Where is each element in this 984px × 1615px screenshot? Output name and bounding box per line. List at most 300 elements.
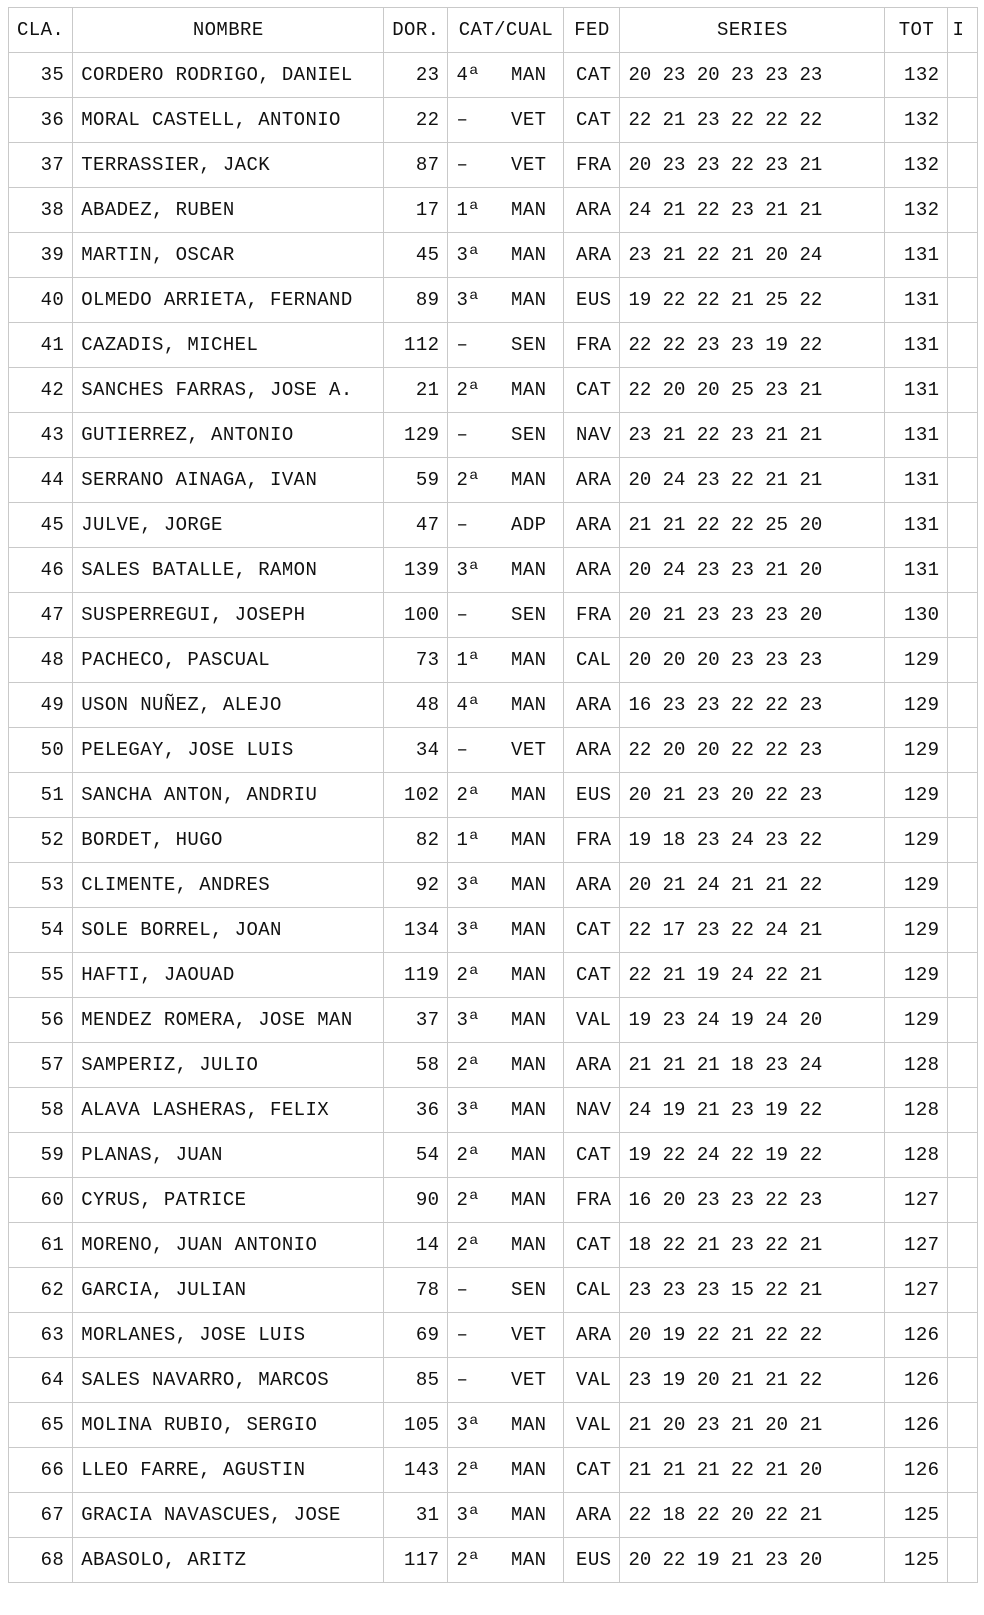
cell-dor: 36 [384, 1088, 448, 1133]
cell-cual: MAN [511, 244, 547, 266]
cell-tot: 126 [885, 1358, 948, 1403]
cell-nombre: MARTIN, OSCAR [73, 233, 384, 278]
cell-fed: CAL [564, 1268, 620, 1313]
cell-cat-cual [448, 1178, 564, 1223]
cell-nombre: SANCHA ANTON, ANDRIU [73, 773, 384, 818]
cell-nombre: LLEO FARRE, AGUSTIN [73, 1448, 384, 1493]
cell-cla: 40 [9, 278, 73, 323]
cell-series: 21 21 21 18 23 24 [620, 1043, 885, 1088]
cell-cual: MAN [511, 1504, 547, 1526]
cell-nombre: MORLANES, JOSE LUIS [73, 1313, 384, 1358]
cell-extra [948, 188, 978, 233]
cell-cual: MAN [511, 1549, 547, 1571]
cell-cual: MAN [511, 919, 547, 941]
results-table [8, 7, 978, 1583]
cell-cla: 64 [9, 1358, 73, 1403]
cell-series: 23 19 20 21 21 22 [620, 1358, 885, 1403]
cell-nombre: CYRUS, PATRICE [73, 1178, 384, 1223]
cell-dor: 90 [384, 1178, 448, 1223]
cell-fed: FRA [564, 143, 620, 188]
cell-series: 19 18 23 24 23 22 [620, 818, 885, 863]
cell-tot: 132 [885, 143, 948, 188]
table-row [9, 1223, 978, 1268]
cell-fed: EUS [564, 1538, 620, 1583]
cell-nombre: GARCIA, JULIAN [73, 1268, 384, 1313]
cell-nombre: PACHECO, PASCUAL [73, 638, 384, 683]
cell-tot: 125 [885, 1493, 948, 1538]
cell-cat: 2ª [456, 1549, 481, 1571]
table-row [9, 1178, 978, 1223]
cell-extra [948, 278, 978, 323]
cell-cual: MAN [511, 1459, 547, 1481]
cell-dor: 37 [384, 998, 448, 1043]
cell-nombre: USON NUÑEZ, ALEJO [73, 683, 384, 728]
cell-dor: 17 [384, 188, 448, 233]
cell-cla: 55 [9, 953, 73, 998]
cell-cat-cual [448, 458, 564, 503]
cell-fed: ARA [564, 728, 620, 773]
cell-dor: 87 [384, 143, 448, 188]
cell-cual: MAN [511, 469, 547, 491]
table-row [9, 368, 978, 413]
cell-nombre: ALAVA LASHERAS, FELIX [73, 1088, 384, 1133]
cell-series: 20 22 19 21 23 20 [620, 1538, 885, 1583]
cell-cat-cual [448, 863, 564, 908]
cell-dor: 139 [384, 548, 448, 593]
cell-cat: – [456, 1324, 469, 1346]
cell-tot: 127 [885, 1223, 948, 1268]
cell-cla: 51 [9, 773, 73, 818]
cell-series: 16 20 23 23 22 23 [620, 1178, 885, 1223]
cell-series: 22 21 23 22 22 22 [620, 98, 885, 143]
cell-cat-cual [448, 1493, 564, 1538]
cell-cat: 1ª [456, 829, 481, 851]
cell-extra [948, 503, 978, 548]
cell-series: 16 23 23 22 22 23 [620, 683, 885, 728]
cell-fed: CAT [564, 53, 620, 98]
cell-nombre: CORDERO RODRIGO, DANIEL [73, 53, 384, 98]
cell-series: 20 23 23 22 23 21 [620, 143, 885, 188]
cell-series: 22 22 23 23 19 22 [620, 323, 885, 368]
cell-cla: 36 [9, 98, 73, 143]
cell-cat-cual [448, 503, 564, 548]
cell-cla: 67 [9, 1493, 73, 1538]
cell-cat-cual [448, 1538, 564, 1583]
cell-nombre: ABADEZ, RUBEN [73, 188, 384, 233]
cell-cla: 47 [9, 593, 73, 638]
cell-cla: 50 [9, 728, 73, 773]
cell-nombre: SERRANO AINAGA, IVAN [73, 458, 384, 503]
cell-cual: MAN [511, 199, 547, 221]
table-row [9, 458, 978, 503]
cell-nombre: CAZADIS, MICHEL [73, 323, 384, 368]
cell-nombre: BORDET, HUGO [73, 818, 384, 863]
cell-cat-cual [448, 593, 564, 638]
cell-cat: – [456, 604, 469, 626]
cell-cat-cual [448, 413, 564, 458]
cell-cual: VET [511, 1369, 547, 1391]
cell-cat: 3ª [456, 1009, 481, 1031]
cell-extra [948, 1178, 978, 1223]
table-row [9, 908, 978, 953]
cell-cual: MAN [511, 784, 547, 806]
cell-extra [948, 1448, 978, 1493]
cell-fed: CAL [564, 638, 620, 683]
cell-cla: 38 [9, 188, 73, 233]
cell-cat: 2ª [456, 379, 481, 401]
cell-fed: ARA [564, 548, 620, 593]
cell-extra [948, 143, 978, 188]
cell-series: 22 18 22 20 22 21 [620, 1493, 885, 1538]
cell-cat: 4ª [456, 64, 481, 86]
table-row [9, 1358, 978, 1403]
cell-series: 20 21 23 23 23 20 [620, 593, 885, 638]
cell-dor: 54 [384, 1133, 448, 1178]
cell-cla: 42 [9, 368, 73, 413]
cell-cual: MAN [511, 694, 547, 716]
cell-cual: MAN [511, 1009, 547, 1031]
cell-fed: CAT [564, 1448, 620, 1493]
cell-dor: 14 [384, 1223, 448, 1268]
cell-nombre: GRACIA NAVASCUES, JOSE [73, 1493, 384, 1538]
cell-fed: CAT [564, 98, 620, 143]
cell-series: 22 21 19 24 22 21 [620, 953, 885, 998]
cell-tot: 131 [885, 323, 948, 368]
cell-cat: 2ª [456, 1189, 481, 1211]
cell-cat: – [456, 424, 469, 446]
cell-extra [948, 98, 978, 143]
cell-cual: MAN [511, 829, 547, 851]
cell-extra [948, 233, 978, 278]
cell-cual: SEN [511, 1279, 547, 1301]
table-row [9, 773, 978, 818]
cell-cla: 56 [9, 998, 73, 1043]
cell-fed: ARA [564, 1493, 620, 1538]
cell-cla: 62 [9, 1268, 73, 1313]
cell-tot: 129 [885, 683, 948, 728]
cell-cla: 57 [9, 1043, 73, 1088]
cell-dor: 22 [384, 98, 448, 143]
cell-dor: 117 [384, 1538, 448, 1583]
cell-series: 20 20 20 23 23 23 [620, 638, 885, 683]
cell-fed: NAV [564, 1088, 620, 1133]
cell-series: 21 20 23 21 20 21 [620, 1403, 885, 1448]
cell-cat-cual [448, 53, 564, 98]
cell-fed: FRA [564, 818, 620, 863]
cell-cual: SEN [511, 334, 547, 356]
cell-tot: 131 [885, 503, 948, 548]
table-row [9, 233, 978, 278]
cell-nombre: HAFTI, JAOUAD [73, 953, 384, 998]
cell-dor: 100 [384, 593, 448, 638]
cell-cat: 3ª [456, 1099, 481, 1121]
cell-cat-cual [448, 1358, 564, 1403]
cell-fed: ARA [564, 188, 620, 233]
cell-cual: MAN [511, 1144, 547, 1166]
table-row [9, 683, 978, 728]
cell-cual: MAN [511, 379, 547, 401]
cell-cat-cual [448, 773, 564, 818]
cell-cat: – [456, 1279, 469, 1301]
header-fed: FED [564, 8, 620, 53]
cell-nombre: SAMPERIZ, JULIO [73, 1043, 384, 1088]
cell-series: 22 20 20 22 22 23 [620, 728, 885, 773]
cell-extra [948, 728, 978, 773]
cell-extra [948, 1493, 978, 1538]
cell-nombre: TERRASSIER, JACK [73, 143, 384, 188]
cell-fed: FRA [564, 323, 620, 368]
cell-cat-cual [448, 998, 564, 1043]
cell-cual: VET [511, 1324, 547, 1346]
cell-cla: 52 [9, 818, 73, 863]
cell-cla: 49 [9, 683, 73, 728]
cell-cual: MAN [511, 1414, 547, 1436]
cell-cat-cual [448, 1223, 564, 1268]
cell-nombre: SANCHES FARRAS, JOSE A. [73, 368, 384, 413]
cell-cat: 4ª [456, 694, 481, 716]
header-series: SERIES [620, 8, 885, 53]
header-tot: TOT [885, 8, 948, 53]
cell-dor: 31 [384, 1493, 448, 1538]
cell-cual: MAN [511, 559, 547, 581]
cell-extra [948, 1538, 978, 1583]
header-nombre: NOMBRE [73, 8, 384, 53]
cell-series: 20 21 23 20 22 23 [620, 773, 885, 818]
cell-cual: MAN [511, 1234, 547, 1256]
cell-dor: 73 [384, 638, 448, 683]
cell-cat-cual [448, 368, 564, 413]
cell-extra [948, 1313, 978, 1358]
cell-dor: 23 [384, 53, 448, 98]
cell-series: 24 21 22 23 21 21 [620, 188, 885, 233]
cell-cual: MAN [511, 289, 547, 311]
cell-fed: FRA [564, 1178, 620, 1223]
cell-tot: 128 [885, 1133, 948, 1178]
header-row [9, 8, 978, 53]
cell-series: 20 24 23 22 21 21 [620, 458, 885, 503]
cell-cat: 1ª [456, 649, 481, 671]
cell-cla: 43 [9, 413, 73, 458]
cell-dor: 129 [384, 413, 448, 458]
cell-nombre: SOLE BORREL, JOAN [73, 908, 384, 953]
cell-dor: 78 [384, 1268, 448, 1313]
cell-series: 19 22 24 22 19 22 [620, 1133, 885, 1178]
cell-dor: 48 [384, 683, 448, 728]
cell-cat: 2ª [456, 1144, 481, 1166]
cell-fed: ARA [564, 1043, 620, 1088]
cell-fed: ARA [564, 683, 620, 728]
table-row [9, 323, 978, 368]
table-row [9, 818, 978, 863]
cell-series: 19 23 24 19 24 20 [620, 998, 885, 1043]
cell-cat-cual [448, 1403, 564, 1448]
cell-tot: 131 [885, 278, 948, 323]
cell-cla: 68 [9, 1538, 73, 1583]
cell-cat-cual [448, 638, 564, 683]
cell-fed: NAV [564, 413, 620, 458]
cell-dor: 69 [384, 1313, 448, 1358]
cell-tot: 128 [885, 1088, 948, 1133]
cell-dor: 102 [384, 773, 448, 818]
cell-cla: 54 [9, 908, 73, 953]
cell-extra [948, 323, 978, 368]
cell-cat-cual [448, 818, 564, 863]
cell-cla: 61 [9, 1223, 73, 1268]
cell-nombre: GUTIERREZ, ANTONIO [73, 413, 384, 458]
cell-cat: 3ª [456, 1504, 481, 1526]
cell-dor: 59 [384, 458, 448, 503]
cell-tot: 129 [885, 728, 948, 773]
cell-cual: VET [511, 154, 547, 176]
cell-tot: 130 [885, 593, 948, 638]
header-dor: DOR. [384, 8, 448, 53]
cell-cual: MAN [511, 1099, 547, 1121]
cell-series: 18 22 21 23 22 21 [620, 1223, 885, 1268]
cell-dor: 82 [384, 818, 448, 863]
cell-cat: 2ª [456, 784, 481, 806]
cell-tot: 126 [885, 1448, 948, 1493]
cell-extra [948, 863, 978, 908]
cell-cat: 3ª [456, 289, 481, 311]
table-row [9, 278, 978, 323]
cell-tot: 132 [885, 98, 948, 143]
cell-dor: 105 [384, 1403, 448, 1448]
cell-cual: MAN [511, 1189, 547, 1211]
cell-cat: 3ª [456, 1414, 481, 1436]
cell-cla: 59 [9, 1133, 73, 1178]
cell-tot: 131 [885, 233, 948, 278]
cell-extra [948, 548, 978, 593]
table-row [9, 1538, 978, 1583]
cell-extra [948, 1223, 978, 1268]
cell-fed: CAT [564, 1223, 620, 1268]
cell-cat: 2ª [456, 1459, 481, 1481]
cell-cat-cual [448, 278, 564, 323]
cell-tot: 129 [885, 953, 948, 998]
cell-cla: 66 [9, 1448, 73, 1493]
cell-extra [948, 773, 978, 818]
cell-series: 23 23 23 15 22 21 [620, 1268, 885, 1313]
table-row [9, 413, 978, 458]
cell-cat-cual [448, 188, 564, 233]
cell-fed: ARA [564, 233, 620, 278]
cell-tot: 127 [885, 1178, 948, 1223]
cell-tot: 129 [885, 998, 948, 1043]
table-row [9, 998, 978, 1043]
cell-series: 21 21 21 22 21 20 [620, 1448, 885, 1493]
cell-fed: ARA [564, 458, 620, 503]
cell-cual: MAN [511, 649, 547, 671]
cell-cual: MAN [511, 874, 547, 896]
cell-nombre: SALES NAVARRO, MARCOS [73, 1358, 384, 1403]
cell-series: 21 21 22 22 25 20 [620, 503, 885, 548]
cell-cat-cual [448, 953, 564, 998]
cell-extra [948, 953, 978, 998]
cell-cat-cual [448, 98, 564, 143]
cell-series: 20 21 24 21 21 22 [620, 863, 885, 908]
cell-extra [948, 368, 978, 413]
cell-dor: 89 [384, 278, 448, 323]
cell-tot: 129 [885, 863, 948, 908]
cell-cat: – [456, 334, 469, 356]
cell-cat-cual [448, 1313, 564, 1358]
cell-dor: 21 [384, 368, 448, 413]
cell-cual: MAN [511, 964, 547, 986]
table-row [9, 728, 978, 773]
cell-cat-cual [448, 683, 564, 728]
cell-dor: 58 [384, 1043, 448, 1088]
cell-cual: SEN [511, 604, 547, 626]
cell-extra [948, 1088, 978, 1133]
cell-cla: 35 [9, 53, 73, 98]
cell-dor: 92 [384, 863, 448, 908]
cell-cat: 2ª [456, 964, 481, 986]
cell-cat-cual [448, 1043, 564, 1088]
cell-fed: ARA [564, 1313, 620, 1358]
cell-fed: FRA [564, 593, 620, 638]
cell-nombre: CLIMENTE, ANDRES [73, 863, 384, 908]
table-row [9, 863, 978, 908]
cell-extra [948, 1403, 978, 1448]
cell-series: 22 20 20 25 23 21 [620, 368, 885, 413]
table-row [9, 638, 978, 683]
cell-fed: VAL [564, 998, 620, 1043]
cell-cat: 2ª [456, 1234, 481, 1256]
cell-series: 19 22 22 21 25 22 [620, 278, 885, 323]
table-row [9, 143, 978, 188]
table-row [9, 1268, 978, 1313]
cell-cual: VET [511, 109, 547, 131]
cell-cat: 3ª [456, 919, 481, 941]
cell-cat: – [456, 739, 469, 761]
cell-cla: 60 [9, 1178, 73, 1223]
cell-extra [948, 458, 978, 503]
table-row [9, 1448, 978, 1493]
cell-extra [948, 908, 978, 953]
cell-extra [948, 53, 978, 98]
cell-dor: 112 [384, 323, 448, 368]
cell-cat-cual [448, 233, 564, 278]
cell-nombre: MORENO, JUAN ANTONIO [73, 1223, 384, 1268]
cell-cla: 48 [9, 638, 73, 683]
cell-cat: 3ª [456, 244, 481, 266]
cell-nombre: MENDEZ ROMERA, JOSE MAN [73, 998, 384, 1043]
cell-extra [948, 683, 978, 728]
cell-nombre: SALES BATALLE, RAMON [73, 548, 384, 593]
cell-cual: MAN [511, 64, 547, 86]
cell-tot: 129 [885, 908, 948, 953]
cell-cat: – [456, 109, 469, 131]
cell-extra [948, 638, 978, 683]
cell-fed: CAT [564, 953, 620, 998]
cell-cla: 41 [9, 323, 73, 368]
cell-tot: 129 [885, 773, 948, 818]
cell-fed: ARA [564, 503, 620, 548]
cell-series: 23 21 22 23 21 21 [620, 413, 885, 458]
cell-cual: SEN [511, 424, 547, 446]
cell-fed: ARA [564, 863, 620, 908]
cell-cla: 39 [9, 233, 73, 278]
cell-dor: 34 [384, 728, 448, 773]
cell-nombre: MORAL CASTELL, ANTONIO [73, 98, 384, 143]
cell-tot: 126 [885, 1403, 948, 1448]
cell-nombre: SUSPERREGUI, JOSEPH [73, 593, 384, 638]
table-row [9, 53, 978, 98]
cell-extra [948, 593, 978, 638]
cell-series: 20 23 20 23 23 23 [620, 53, 885, 98]
cell-cual: ADP [511, 514, 547, 536]
header-cla: CLA. [9, 8, 73, 53]
